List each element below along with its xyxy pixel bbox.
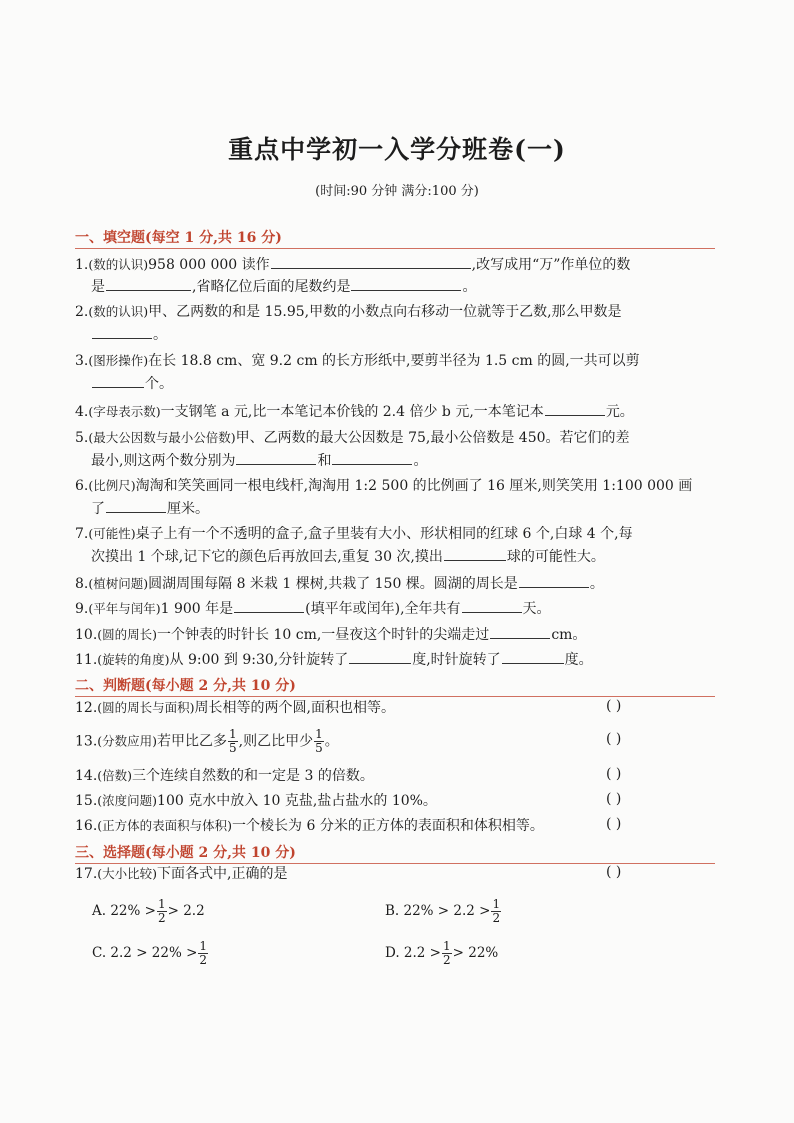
section-fill-blank: 一、填空题(每空 1 分,共 16 分) — [75, 227, 715, 249]
question-16: 16.(正方体的表面积与体积)一个棱长为 6 分米的正方体的表面积和体积相等。 — [75, 818, 544, 834]
page-title: 重点中学初一入学分班卷(一) — [228, 135, 566, 164]
answer-blank[interactable] — [444, 546, 506, 561]
answer-blank[interactable] — [234, 598, 304, 613]
question-9: 9.(平年与闰年)1 900 年是 (填平年或闰年),全年共有 天。 — [75, 598, 551, 619]
fraction-one-half: $\frac{1}{2}$ — [157, 897, 166, 925]
section-multiple-choice: 三、选择题(每小题 2 分,共 10 分) — [75, 842, 715, 864]
answer-paren[interactable]: ( ) — [606, 791, 622, 807]
answer-blank[interactable] — [545, 401, 605, 416]
question-2: 2.(数的认识)甲、乙两数的和是 15.95,甲数的小数点向右移动一位就等于乙数,那么甲数是 — [75, 304, 622, 320]
option-c[interactable]: C. 2.2 > 22% > $\frac{1}{2}$ — [92, 939, 208, 967]
answer-blank[interactable] — [349, 649, 411, 664]
fraction-one-fifth: $\frac{1}{5}$ — [229, 727, 237, 755]
question-14: 14.(倍数)三个连续自然数的和一定是 3 的倍数。 — [75, 768, 374, 784]
answer-blank[interactable] — [502, 649, 564, 664]
answer-blank[interactable] — [271, 254, 471, 269]
question-5-cont: 最小,则这两个数分别为 和 。 — [91, 450, 427, 471]
answer-paren[interactable]: ( ) — [606, 864, 622, 880]
answer-blank[interactable] — [462, 598, 522, 613]
answer-blank[interactable] — [490, 624, 550, 639]
question-8: 8.(植树问题)圆湖周围每隔 8 米栽 1 棵树,共栽了 150 棵。圆湖的周长是 。 — [75, 573, 604, 594]
question-4: 4.(字母表示数)一支钢笔 a 元,比一本笔记本价钱的 2.4 倍少 b 元,一本笔记本 元。 — [75, 401, 634, 422]
question-10: 10.(圆的周长)一个钟表的时针长 10 cm,一昼夜这个时针的尖端走过 cm。 — [75, 624, 586, 645]
option-b[interactable]: B. 22% > 2.2 > $\frac{1}{2}$ — [385, 897, 501, 925]
question-1-cont: 是 ,省略亿位后面的尾数约是 。 — [91, 276, 476, 297]
section-true-false: 二、判断题(每小题 2 分,共 10 分) — [75, 675, 715, 697]
question-6-cont: 了 厘米。 — [91, 498, 209, 519]
answer-blank[interactable] — [92, 373, 144, 388]
question-3: 3.(图形操作)在长 18.8 cm、宽 9.2 cm 的长方形纸中,要剪半径为 1.5 cm 的圆,一共可以剪 — [75, 353, 640, 369]
answer-blank[interactable] — [351, 276, 461, 291]
answer-blank[interactable] — [106, 276, 191, 291]
answer-blank[interactable] — [106, 498, 166, 513]
option-d[interactable]: D. 2.2 > $\frac{1}{2}$ > 22% — [385, 939, 499, 967]
answer-blank[interactable] — [519, 573, 589, 588]
question-6: 6.(比例尺)淘淘和笑笑画同一根电线杆,淘淘用 1:2 500 的比例画了 16 厘米,则笑笑用 1:100 000 画 — [75, 478, 693, 494]
answer-blank[interactable] — [332, 450, 412, 465]
question-5: 5.(最大公因数与最小公倍数)甲、乙两数的最大公因数是 75,最小公倍数是 450。若它们的差 — [75, 430, 630, 446]
question-3-cont: 个。 — [91, 373, 173, 394]
fraction-one-half: $\frac{1}{2}$ — [199, 939, 208, 967]
question-7: 7.(可能性)桌子上有一个不透明的盒子,盒子里装有大小、形状相同的红球 6 个,白球 4 个,每 — [75, 526, 633, 542]
answer-blank[interactable] — [236, 450, 316, 465]
question-15: 15.(浓度问题)100 克水中放入 10 克盐,盐占盐水的 10%。 — [75, 793, 437, 809]
question-1: 1.(数的认识)958 000 000 读作 ,改写成用“万”作单位的数 — [75, 254, 630, 275]
question-13: 13.(分数应用)若甲比乙多 $\frac{1}{5}$ ,则乙比甲少 $\frac{1}{5}$ 。 — [75, 727, 339, 755]
question-12: 12.(圆的周长与面积)周长相等的两个圆,面积也相等。 — [75, 700, 395, 716]
fraction-one-half: $\frac{1}{2}$ — [443, 939, 451, 967]
page-subtitle: (时间:90 分钟 满分:100 分) — [315, 184, 479, 199]
question-11: 11.(旋转的角度)从 9:00 到 9:30,分针旋转了 度,时针旋转了 度。 — [75, 649, 593, 670]
question-2-cont: 。 — [91, 324, 167, 345]
answer-paren[interactable]: ( ) — [606, 698, 622, 714]
answer-paren[interactable]: ( ) — [606, 816, 622, 832]
fraction-one-half: $\frac{1}{2}$ — [492, 897, 501, 925]
answer-paren[interactable]: ( ) — [606, 766, 622, 782]
option-a[interactable]: A. 22% > $\frac{1}{2}$ > 2.2 — [92, 897, 205, 925]
question-7-cont: 次摸出 1 个球,记下它的颜色后再放回去,重复 30 次,摸出 球的可能性大。 — [91, 546, 605, 567]
answer-blank[interactable] — [92, 324, 152, 339]
answer-paren[interactable]: ( ) — [606, 731, 622, 747]
question-17: 17.(大小比较)下面各式中,正确的是 — [75, 866, 288, 882]
fraction-one-fifth: $\frac{1}{5}$ — [315, 727, 323, 755]
